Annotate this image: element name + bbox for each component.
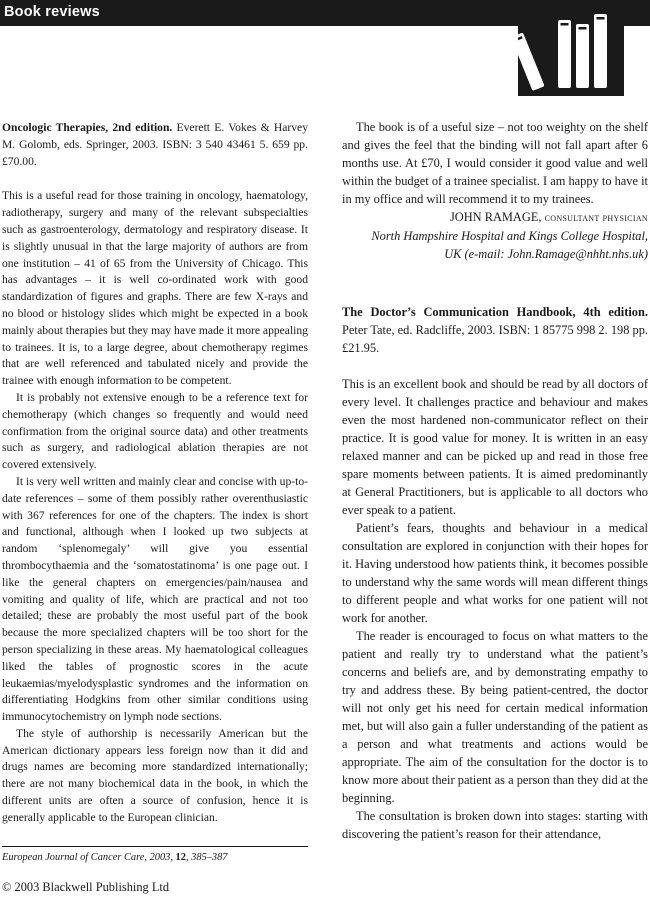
journal-name: European Journal of Cancer Care	[2, 852, 145, 863]
review2-paragraph: The consultation is broken down into stages: starting with discovering the patient’s reason for their attendance,	[342, 809, 648, 841]
review2-paragraph: The reader is encouraged to focus on what matters to the patient and really try to understand what the patient’s concerns and beliefs are, and by demonstrating empathy to try and address these. By being patient-centred, the doctor will not only get his need for certain medical information met, but will also gain a fuller understanding of the patient as a person and what treatments and actions would be appropriate. The aim of the consultation for the doctor is to know more about their patient as a person than they did at the beginning.	[342, 629, 648, 805]
footer-divider	[2, 846, 308, 847]
reviewer-byline	[342, 208, 648, 227]
review1-paragraph: The book is of a useful size – not too weighty on the shelf and gives the feel that the binding will not fall apart after 6 months use. At £70, I would consider it good value and well within the budget of a trainee specialist. I am happy to have it in my office and will recommend it to my trainees.	[342, 120, 648, 206]
journal-citation	[2, 852, 322, 863]
copyright-notice: © 2003 Blackwell Publishing Ltd	[2, 880, 170, 894]
bookshelf-icon	[518, 0, 624, 96]
reviewer-affiliation: North Hampshire Hospital and Kings College Hospital,	[371, 229, 648, 243]
review2-citation-details: Peter Tate, ed. Radcliffe, 2003. ISBN: 1 85775 998 2. 198 pp. £21.95.	[342, 323, 648, 355]
journal-volume: 12	[175, 852, 186, 863]
section-title: Book reviews	[4, 4, 100, 20]
review2-book-title: The Doctor’s Communication Handbook, 4th edition.	[342, 305, 648, 319]
reviewer-email: UK (e-mail: John.Ramage@nhht.nhs.uk)	[444, 247, 648, 261]
review1-paragraph: The style of authorship is necessarily American but the American dictionary appears less foreign now than it did and drugs names are becoming more standardized internationally; there are not many biochemical data in the book, in which the different units are often a source of confusion, hence it is generally applicable to the European clinician.	[2, 726, 308, 824]
right-column	[342, 118, 648, 843]
review2-paragraph: Patient’s fears, thoughts and behaviour in a medical consultation are explored in conjunction with their hopes for it. Having understood how patients think, it becomes possible to understand why the same words will mean different things to different people and what works for one patient will not work for another.	[342, 521, 648, 625]
review1-paragraph: It is probably not extensive enough to be a reference text for chemotherapy (which changes so frequently and would need confirmation from the original source data) and other treatments such as surgery, and radiological ablation therapies are not covered extensively.	[2, 390, 308, 472]
review1-citation-details: Everett E. Vokes & Harvey M. Golomb, eds. Springer, 2003. ISBN: 3 540 43461 5. 659 pp. £70.00.	[2, 121, 308, 168]
review2-paragraph: This is an excellent book and should be read by all doctors of every level. It challenges practice and behaviour and makes even the most hardened non-communicator reflect on their practice. It is good value for money. It is written in an easy relaxed manner and can be picked up and read in those free spare moments between patients. It is aimed predominantly at General Practitioners, but is applicable to all doctors who ever speak to a patient.	[342, 377, 648, 517]
reviewer-role: consultant physician	[544, 212, 648, 224]
reviewer-name: JOHN RAMAGE,	[449, 210, 542, 224]
journal-year: , 2003,	[144, 852, 176, 863]
review1-book-title: Oncologic Therapies, 2nd edition.	[2, 121, 173, 134]
left-column	[2, 120, 308, 827]
review1-citation	[2, 120, 308, 170]
review1-paragraph: It is very well written and mainly clear and concise with up-to-date references – some of them possibly rather overenthusiastic with 367 references for one of the chapters. The index is short and functional, although when I looked up two subjects at random ‘splenomegaly’ will give you essential thrombocythaemia and the ‘somatostatinoma’ is one page out. I like the general chapters on emergencies/pain/nausea and vomiting and quality of life, which are practical and not too detailed; these are probably the most useful part of the book because the more specialized chapters will be too short for the person specializing in these areas. My haematological colleagues liked the tables of prognostic scores in the acute leukaemias/myelodysplastic syndromes and the information on differentiating Hodgkins from other similar conditions using immunocytochemistry on lymph node sections.	[2, 474, 309, 724]
journal-pages: , 385–387	[185, 852, 228, 863]
review1-paragraph: This is a useful read for those training in oncology, haematology, radiotherapy, surgery and many of the relevant subspecialties such as gastroenterology, dermatology and respiratory disease. It is slightly unusual in that the large majority of authors are from one institution – 41 of 65 from the University of Chicago. This has advantages – it is well co-ordinated work with good standardization of figures and graphs. There are few X-rays and no blood or histology slides which might be expected in a book mainly about therapies but they may have made it more appealing to trainees. It is, to a large degree, about chemotherapy regimes that are well referenced and tabulated nicely and provide the trainee with enough information to be competent.	[2, 189, 308, 388]
review2-citation	[342, 303, 648, 357]
